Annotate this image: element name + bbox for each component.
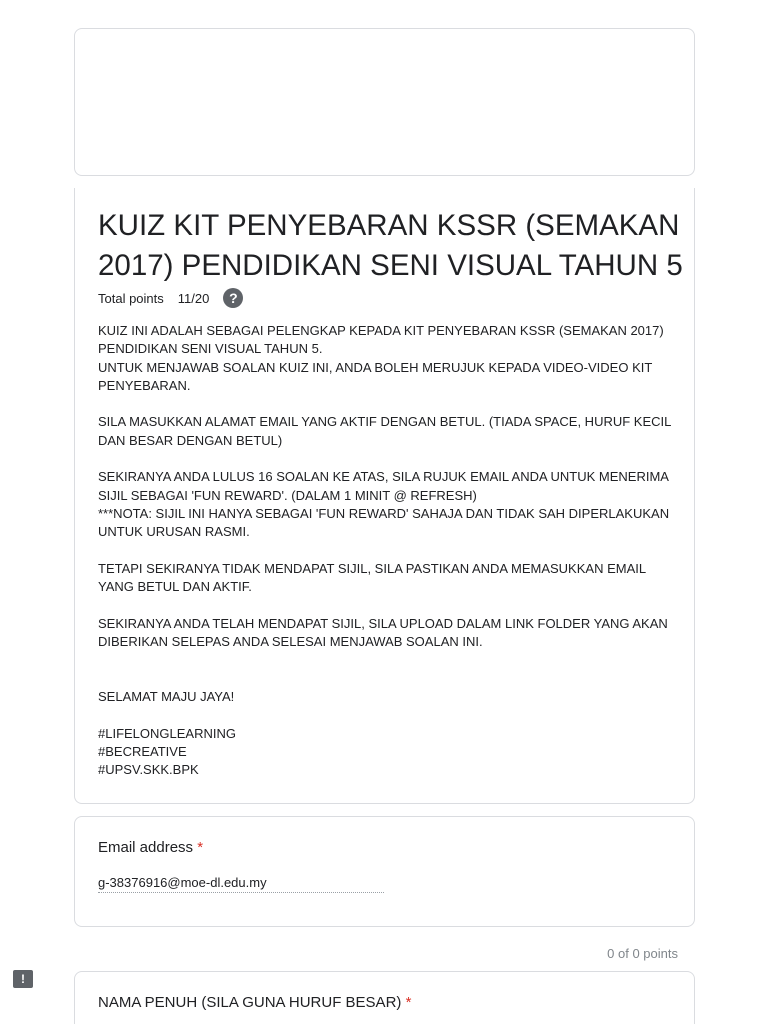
description-line: SILA MASUKKAN ALAMAT EMAIL YANG AKTIF DENGAN BETUL. (TIADA SPACE, HURUF KECIL DAN BESAR DENGAN BETUL) (98, 414, 671, 448)
description-line: UNTUK MENJAWAB SOALAN KUIZ INI, ANDA BOLEH MERUJUK KEPADA VIDEO-VIDEO KIT PENYEBARAN. (98, 359, 653, 393)
description-line (98, 651, 678, 669)
name-question-card (74, 971, 695, 1024)
description-line (98, 706, 678, 724)
name-label: NAMA PENUH (SILA GUNA HURUF BESAR) (98, 994, 402, 1011)
description-line: SELAMAT MAJU JAYA! (98, 688, 235, 704)
description-line: #LIFELONGLEARNING (98, 725, 236, 741)
form-header-card (74, 188, 695, 804)
email-question-card (74, 816, 695, 927)
description-line (98, 450, 678, 468)
header-banner-card (74, 28, 695, 176)
description-line: SEKIRANYA ANDA TELAH MENDAPAT SIJIL, SILA UPLOAD DALAM LINK FOLDER YANG AKAN DIBERIKAN SELEPAS ANDA SELESAI MENJAWAB SOALAN INI. (98, 615, 668, 650)
email-label-row (98, 839, 203, 856)
description-line: TETAPI SEKIRANYA TIDAK MENDAPAT SIJIL, SILA PASTIKAN ANDA MEMASUKKAN EMAIL YANG BETUL DAN AKTIF. (98, 560, 646, 595)
question-points-note: 0 of 0 points (607, 946, 678, 961)
email-value: g-38376916@moe-dl.edu.my (98, 875, 384, 893)
total-points-label: Total points (98, 290, 164, 306)
description-line: #BECREATIVE (98, 743, 187, 759)
description-line (98, 395, 678, 413)
description-line: KUIZ INI ADALAH SEBAGAI PELENGKAP KEPADA KIT PENYEBARAN KSSR (SEMAKAN 2017) PENDIDIKAN SENI VISUAL TAHUN 5. (98, 323, 664, 357)
description-line: #UPSV.SKK.BPK (98, 762, 199, 778)
help-icon[interactable]: ? (223, 288, 243, 308)
name-label-row (98, 994, 411, 1011)
description-line: ***NOTA: SIJIL INI HANYA SEBAGAI 'FUN REWARD' SAHAJA DAN TIDAK SAH DIPERLAKUKAN UNTUK URUSAN RASMI. (98, 505, 670, 540)
description-line (98, 542, 678, 560)
required-asterisk: * (405, 994, 412, 1011)
email-label: Email address (98, 839, 194, 856)
total-points-row (98, 288, 243, 308)
total-points-value: 11/20 (177, 290, 210, 306)
description-line: SEKIRANYA ANDA LULUS 16 SOALAN KE ATAS, SILA RUJUK EMAIL ANDA UNTUK MENERIMA SIJIL SEBAGAI 'FUN REWARD'. (DALAM 1 MINIT @ REFRESH) (98, 469, 669, 503)
form-title: KUIZ KIT PENYEBARAN KSSR (SEMAKAN 2017) PENDIDIKAN SENI VISUAL TAHUN 5 (98, 209, 683, 282)
required-asterisk: * (197, 839, 204, 856)
description-line (98, 670, 678, 688)
description-line (98, 596, 678, 614)
report-problem-icon[interactable]: ! (13, 970, 33, 988)
form-description (98, 322, 678, 779)
